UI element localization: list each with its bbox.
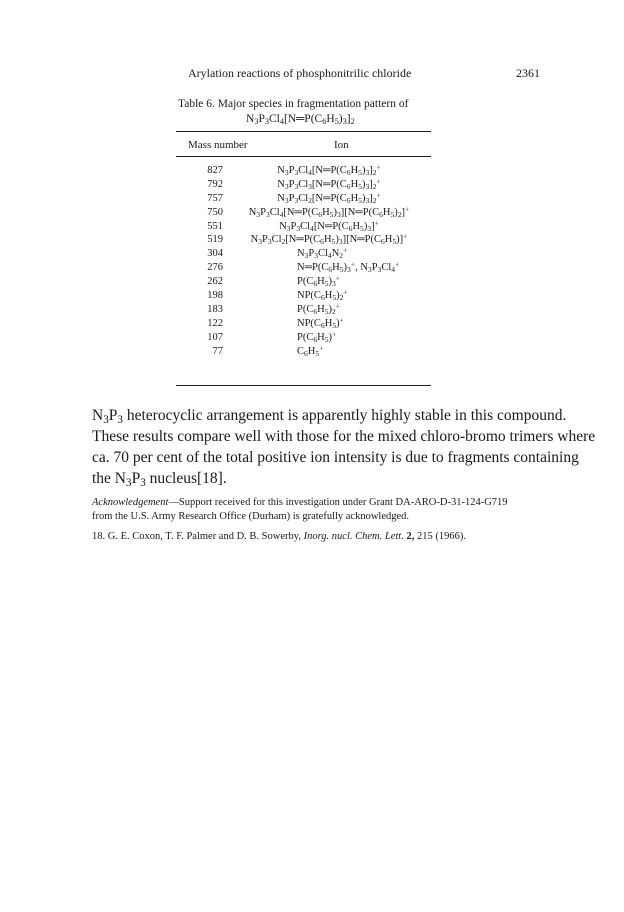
ion-cell: $NP(C_6H_5)_2^+$: [297, 287, 348, 302]
ion-cell: $N_3P_3Cl_2[N═P(C_6H_5)_3][N═P(C_6H_5)]^+$: [250, 232, 408, 247]
table-body: [176, 162, 436, 359]
reference-journal: Inorg. nucl. Chem. Lett.: [303, 531, 404, 542]
mass-number-cell: 122: [207, 317, 223, 329]
table-row: [176, 218, 436, 235]
acknowledgement-text: —Support received for this investigation under Grant DA-ARO-D-31-124-G719: [168, 497, 508, 508]
reference-volume: 2,: [403, 531, 415, 542]
mass-number-cell: 827: [207, 165, 223, 176]
running-title: Arylation reactions of phosphonitrilic chloride: [188, 66, 412, 80]
ion-cell: $N_3P_3Cl_4[N═P(C_6H_5)_3][N═P(C_6H_5)_2]^+$: [248, 204, 410, 219]
mass-number-cell: 77: [212, 345, 223, 357]
reference-18: [92, 531, 538, 542]
table-caption-compound: $N_3P_3Cl_4[N═P(C_6H_5)_3]_2$: [246, 113, 355, 127]
table-caption-label: Table 6.: [178, 98, 215, 110]
mass-number-cell: 750: [207, 206, 223, 218]
reference-authors: 18. G. E. Coxon, T. F. Palmer and D. B. Sowerby,: [92, 531, 304, 542]
acknowledgement-text: from the U.S. Army Research Office (Durham) is gratefully acknowledged.: [92, 511, 410, 522]
table-row: [176, 190, 436, 207]
ion-cell: $N_3P_3Cl_4N_2^+$: [297, 245, 348, 261]
column-header-mass-number: Mass number: [188, 139, 248, 151]
ion-cell: $N═P(C_6H_5)_3^+$, $N_3P_3Cl_4^+$: [297, 259, 400, 275]
acknowledgement-heading: Acknowledgement: [92, 497, 169, 508]
table-row: [176, 259, 436, 276]
table-caption: [178, 97, 468, 127]
mass-number-cell: 792: [207, 178, 223, 190]
mass-number-cell: 551: [207, 220, 223, 232]
body-paragraph: [92, 405, 596, 489]
ion-cell: $P(C_6H_5)_3^+$: [297, 273, 341, 288]
ion-cell: $N_3P_3Cl_4[N═P(C_6H_5)_3]^+$: [279, 218, 379, 233]
table-row: [176, 343, 436, 360]
table-row: [176, 204, 436, 221]
table-row: [176, 176, 436, 193]
table-header-rule: [176, 156, 431, 157]
table-row: [176, 315, 436, 332]
ion-cell: $P(C_6H_5)_2^+$: [297, 301, 341, 316]
ion-cell: $NP(C_6H_5)^+$: [297, 315, 344, 330]
page-number: 2361: [516, 66, 540, 80]
mass-number-cell: 262: [207, 276, 223, 288]
running-head: [0, 66, 624, 82]
table-row: [176, 329, 436, 346]
table-row: [176, 273, 436, 290]
table-caption-text: Major species in fragmentation pattern of: [217, 98, 409, 110]
mass-number-cell: 304: [207, 248, 223, 260]
ion-cell: $N_3P_3Cl_4[N═P(C_6H_5)_3]_2^+$: [277, 162, 381, 177]
ion-cell: $N_3P_3Cl_2[N═P(C_6H_5)_3]_2^+$: [277, 190, 381, 205]
mass-number-cell: 519: [207, 234, 223, 246]
mass-number-cell: 198: [207, 290, 223, 302]
table-row: [176, 162, 436, 179]
mass-number-cell: 276: [207, 262, 223, 274]
ion-cell: $C_6H_5^+$: [297, 343, 324, 358]
paragraph-line: ca. 70 per cent of the total positive ion intensity is due to fragments containing: [92, 449, 579, 466]
paragraph-line: the $N_3P_3$ nucleus[18].: [92, 470, 227, 489]
paragraph-line: $N_3P_3$ heterocyclic arrangement is apparently highly stable in this compound.: [92, 407, 567, 426]
mass-number-cell: 757: [207, 192, 223, 204]
ion-cell: $P(C_6H_5)^+$: [297, 329, 337, 344]
mass-number-cell: 107: [207, 331, 223, 343]
ion-cell: $N_3P_3Cl_3[N═P(C_6H_5)_3]_2^+$: [277, 176, 381, 191]
mass-number-cell: 183: [207, 303, 223, 315]
paragraph-line: These results compare well with those for the mixed chloro-bromo trimers where: [92, 428, 596, 445]
acknowledgement: [92, 496, 538, 524]
column-header-ion: Ion: [334, 139, 349, 151]
table-bottom-rule: [176, 385, 431, 386]
table-row: [176, 234, 436, 248]
table-row: [176, 301, 436, 318]
reference-pages: 215 (1966).: [414, 531, 466, 542]
table-row: [176, 287, 436, 304]
table-top-rule: [176, 131, 431, 132]
